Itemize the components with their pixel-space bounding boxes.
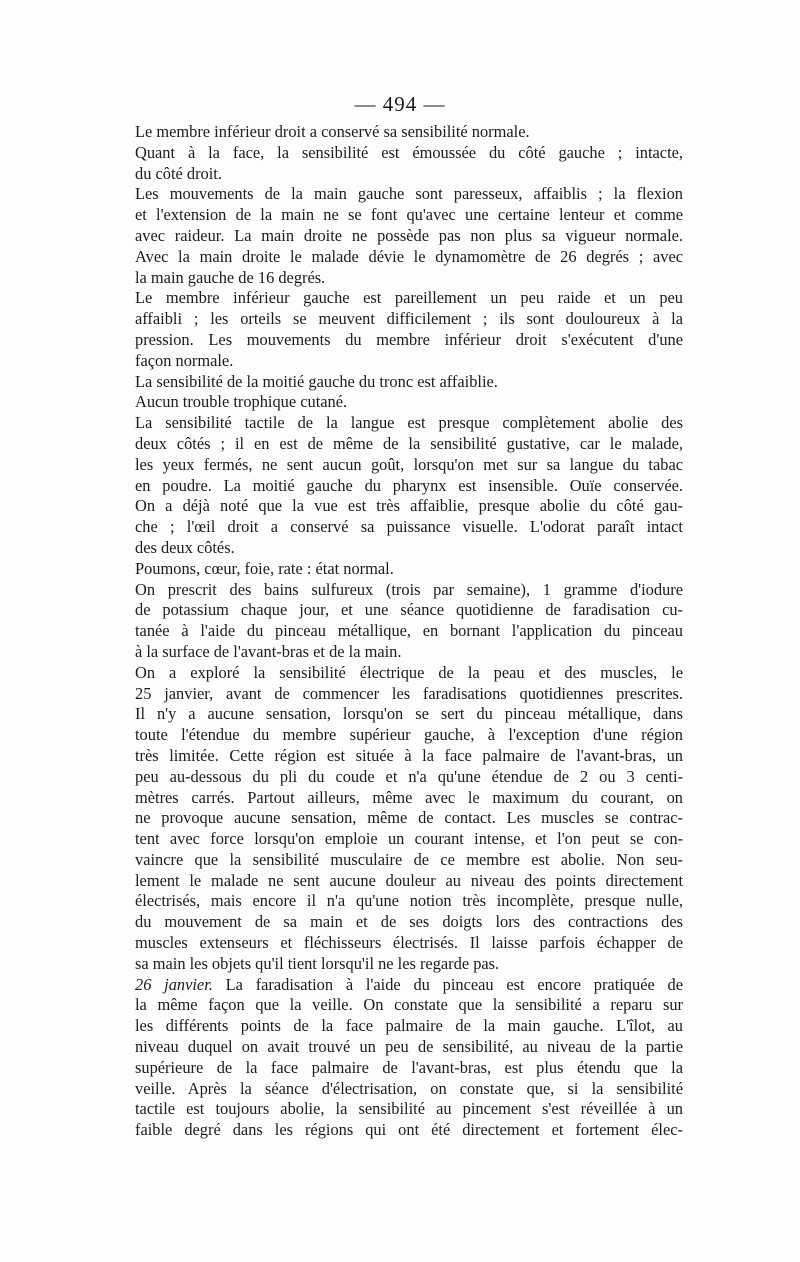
text-line: La sensibilité de la moitié gauche du tronc est affaiblie.: [135, 371, 498, 391]
text-line: Les mouvements de la main gauche sont paresseux, affaiblis ; la flexion: [135, 184, 683, 204]
text-line: de potassium chaque jour, et une séance quotidienne de faradisation cu-: [135, 600, 683, 620]
text-line: 25 janvier, avant de commencer les faradisations quotidiennes prescrites.: [135, 683, 683, 703]
text-line: On prescrit des bains sulfureux (trois par semaine), 1 gramme d'iodure: [135, 579, 683, 599]
text-line: Quant à la face, la sensibilité est émoussée du côté gauche ; intacte,: [135, 142, 683, 162]
text-line: On a déjà noté que la vue est très affaiblie, presque abolie du côté gau-: [135, 496, 683, 516]
paragraph: [117, 392, 683, 413]
text-line: vaincre que la sensibilité musculaire de ce membre est abolie. Non seu-: [135, 849, 683, 869]
text-line: faible degré dans les régions qui ont été directement et fortement élec-: [135, 1120, 683, 1140]
text-line: peu au-dessous du pli du coude et n'a qu'une étendue de 2 ou 3 centi-: [135, 766, 683, 786]
text-line: Poumons, cœur, foie, rate : état normal.: [135, 558, 394, 578]
text-line: Avec la main droite le malade dévie le dynamomètre de 26 degrés ; avec: [135, 246, 683, 266]
text-line: en poudre. La moitié gauche du pharynx est insensible. Ouïe conservée.: [135, 475, 683, 495]
paragraph: [117, 580, 683, 663]
text-line: tent avec force lorsqu'on emploie un courant intense, et l'on peut se con-: [135, 829, 683, 849]
text-line: Le membre inférieur gauche est pareillement un peu raide et un peu: [135, 288, 683, 308]
text-line: niveau duquel on avait trouvé un peu de sensibilité, au niveau de la partie: [135, 1037, 683, 1057]
text-line: sa main les objets qu'il tient lorsqu'il ne les regarde pas.: [135, 953, 500, 973]
text-line: électrisés, mais encore il n'a qu'une notion très incomplète, presque nulle,: [135, 891, 683, 911]
text-line: veille. Après la séance d'électrisation, on constate que, si la sensibilité: [135, 1078, 683, 1098]
text-line: deux côtés ; il en est de même de la sensibilité gustative, car le malade,: [135, 433, 683, 453]
text-line: avec raideur. La main droite ne possède pas non plus sa vigueur normale.: [135, 225, 683, 245]
paragraph: [117, 372, 683, 393]
document-page: [117, 86, 683, 1141]
text-line: tanée à l'aide du pinceau métallique, en bornant l'application du pinceau: [135, 621, 683, 641]
text-line: très limitée. Cette région est située à la face palmaire de l'avant-bras, un: [135, 745, 683, 765]
text-line: à la surface de l'avant-bras et de la main.: [135, 641, 402, 661]
text-line: lement le malade ne sent aucune douleur au niveau des points directement: [135, 870, 683, 890]
paragraph: [117, 122, 683, 143]
paragraph: [117, 975, 683, 1141]
paragraph: [117, 663, 683, 975]
text-line: supérieure de la face palmaire de l'avant-bras, est plus étendu que la: [135, 1057, 683, 1077]
text-line: che ; l'œil droit a conservé sa puissance visuelle. L'odorat paraît intact: [135, 517, 683, 537]
page-number: — 494 —: [354, 92, 446, 116]
date-label: 26 janvier.: [135, 974, 213, 994]
text-line: tactile est toujours abolie, la sensibilité au pincement s'est réveillée à un: [135, 1099, 683, 1119]
text-line: façon normale.: [135, 350, 234, 370]
body-text: [117, 122, 683, 1141]
text-line: [117, 975, 683, 996]
text-line: la main gauche de 16 degrés.: [135, 267, 326, 287]
paragraph: [117, 184, 683, 288]
text-line: affaibli ; les orteils se meuvent difficilement ; ils sont douloureux à la: [135, 309, 683, 329]
paragraph: [117, 143, 683, 185]
text-line: du côté droit.: [135, 163, 222, 183]
text-line: les différents points de la face palmaire de la main gauche. L'îlot, au: [135, 1016, 683, 1036]
text-line: toute l'étendue du membre supérieur gauche, à l'exception d'une région: [135, 725, 683, 745]
text-line: pression. Les mouvements du membre inférieur droit s'exécutent d'une: [135, 329, 683, 349]
text-line: du mouvement de sa main et de ses doigts lors des contractions des: [135, 912, 683, 932]
text-line: Le membre inférieur droit a conservé sa sensibilité normale.: [135, 122, 530, 141]
text-line: Il n'y a aucune sensation, lorsqu'on se sert du pinceau métallique, dans: [135, 704, 683, 724]
text-line: Aucun trouble trophique cutané.: [135, 392, 348, 412]
text-line: ne provoque aucune sensation, même de contact. Les muscles se contrac-: [135, 808, 683, 828]
text-line: mètres carrés. Partout ailleurs, même avec le maximum du courant, on: [135, 787, 683, 807]
text-line: La sensibilité tactile de la langue est presque complètement abolie des: [135, 413, 683, 433]
paragraph: [117, 559, 683, 580]
text-line: les yeux fermés, ne sent aucun goût, lorsqu'on met sur sa langue du tabac: [135, 454, 683, 474]
text-segment: La faradisation à l'aide du pinceau est encore pratiquée de: [212, 974, 683, 994]
text-line: la même façon que la veille. On constate que la sensibilité a reparu sur: [135, 995, 683, 1015]
text-line: On a exploré la sensibilité électrique de la peau et des muscles, le: [135, 662, 683, 682]
text-line: des deux côtés.: [135, 537, 235, 557]
text-line: muscles extenseurs et fléchisseurs électrisés. Il laisse parfois échapper de: [135, 933, 683, 953]
text-line: et l'extension de la main ne se font qu'avec une certaine lenteur et comme: [135, 205, 683, 225]
paragraph: [117, 288, 683, 371]
paragraph: [117, 413, 683, 559]
